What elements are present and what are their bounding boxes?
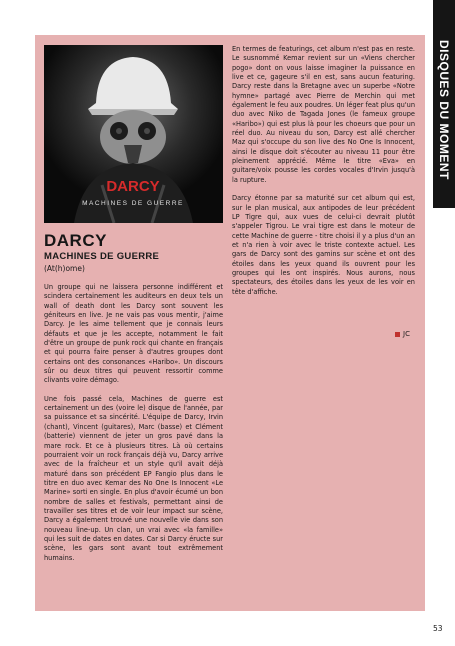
author-signature bbox=[395, 330, 410, 338]
band-name: DARCY bbox=[44, 231, 107, 250]
section-tab-label: DISQUES DU MOMENT bbox=[437, 40, 451, 180]
signature-initials: JC bbox=[403, 330, 410, 338]
section-tab bbox=[433, 0, 455, 208]
review-paragraph: En termes de featurings, cet album n'est pas en reste. Le susnommé Kemar revient sur un «Viens chercher pogo» dont on vous laisse imaginer la puissance en live et ce, gageure s'il en est, sans aucun featuring. Darcy reste dans la Bretagne avec un superbe «Notre hymne» partagé avec Pierre de Merchin qui met également le feu aux poudres. Un léger feat plus qu'un duo avec Niko de Tagada Jones (le fameux groupe «Haribo») qui est plus là pour les choeurs que pour un réel duo. Au niveau du son, Darcy est allé chercher Maz qui s'occupe du son live des No One Is Innocent, ainsi le disque doit s'écouter au niveau 11 pour être pleinement apprécié. Même le titre «Eva» en guitare/voix pousse les cordes vocales d'Irvin jusqu'à la rupture. bbox=[232, 45, 415, 184]
album-name: MACHINES DE GUERRE bbox=[44, 251, 160, 262]
album-cover bbox=[44, 45, 223, 223]
cover-album-text: MACHINES DE GUERRE bbox=[82, 200, 184, 207]
record-label: (At(h)ome) bbox=[44, 264, 85, 273]
review-paragraph: Darcy étonne par sa maturité sur cet album qui est, sur le plan musical, aux antipodes de leur précédent LP Tigre qui, aux vues de celui-ci devrait plutôt s'appeler Tigrou. Le vrai tigre est dans le moteur de cette Machine de guerre - titre choisi il y a plus d'un an et n'a rien à voir avec le triste contexte actuel. Les gars de Darcy sont des gamins sur scène et ont des étoiles dans les yeux quand ils ouvrent pour les groupes qui les ont inspirés. Nous aurons, nous spectateurs, des étoiles dans les yeux de les voir en tête d'affiche. bbox=[232, 194, 415, 296]
review-column-left bbox=[44, 283, 223, 572]
signature-square-icon bbox=[395, 332, 400, 337]
review-paragraph: Un groupe qui ne laissera personne indifférent et scindera certainement les auditeurs en deux tels un wall of death dont les Darcy sont souvent les géniteurs en live. Je ne vais pas vous mentir, j'aime Darcy. Je les aime tellement que je connais leurs défauts et que je les accepte, notamment le fait d'être un groupe de punk rock qui chante en français et qui pourra faire penser à d'autres groupes dont certains ont des consonances «Haribo». Un discours sûr ou deux titres qui peuvent ressortir comme clivants voire démago. bbox=[44, 283, 223, 385]
cover-artwork bbox=[44, 45, 223, 223]
cover-band-logo: DARCY bbox=[106, 178, 160, 195]
page-number: 53 bbox=[433, 624, 443, 633]
review-column-right bbox=[232, 45, 415, 306]
review-paragraph: Une fois passé cela, Machines de guerre est certainement un des (voire le) disque de l'année, par sa puissance et sa sincérité. L'équipe de Darcy, Irvin (chant), Vincent (guitares), Marc (basse) et Clément (batterie) viennent de jeter un gros pavé dans la mare rock. Et ce à plusieurs titres. Là où certains pourraient voir un rock français déjà vu, Darcy arrive avec de la fraîcheur et un style qu'il avait déjà maturé dans son précédent EP Fangio plus dans le titre en duo avec Kemar des No One Is Innocent «Le Marine» sorti en single. En plus d'avoir écumé un bon nombre de salles et festivals, permettant ainsi de travailler ses titres et de voir leur impact sur scène, Darcy a également trouvé une nouvelle vie dans son nouveau line-up. Un clan, un vrai avec «la famille» qui les suit de dates en dates. Car si Darcy éructe sur scène, les gars sont avant tout extrêmement humains. bbox=[44, 394, 223, 562]
